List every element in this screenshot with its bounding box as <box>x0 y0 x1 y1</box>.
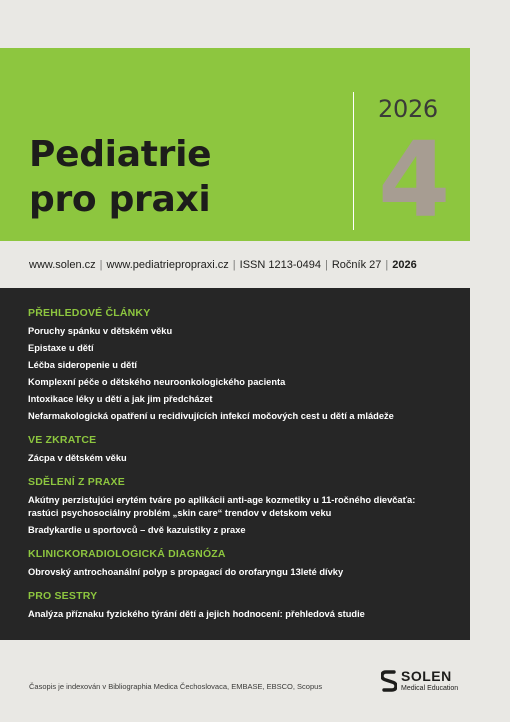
logo-subtitle: Medical Education <box>401 685 459 692</box>
separator: | <box>232 259 236 271</box>
section-case-reports <box>28 475 468 536</box>
article-title: Komplexní péče o dětského neuroonkologického pacienta <box>28 377 286 387</box>
issn: ISSN 1213-0494 <box>239 259 321 271</box>
journal-title-line2: pro praxi <box>29 179 211 220</box>
article-title: Zácpa v dětském věku <box>28 453 127 463</box>
volume: Ročník 27 <box>331 259 382 271</box>
article-title: Bradykardie u sportovců – dvě kazuistiky z praxe <box>28 525 246 535</box>
logo-name: SOLEN <box>401 668 452 684</box>
section-heading: PRO SESTRY <box>28 590 98 602</box>
solen-logo-icon <box>381 670 397 692</box>
table-of-contents <box>28 306 468 631</box>
section-heading: KLINICKORADIOLOGICKÁ DIAGNÓZA <box>28 548 226 560</box>
info-line <box>29 259 417 271</box>
section-for-nurses <box>28 589 468 620</box>
article-title: Poruchy spánku v dětském věku <box>28 326 173 336</box>
article-title: Léčba sideropenie u dětí <box>28 360 138 370</box>
section-heading: PŘEHLEDOVÉ ČLÁNKY <box>28 307 151 319</box>
issue-number: 4 <box>378 119 451 241</box>
divider-line <box>353 92 354 230</box>
separator: | <box>324 259 328 271</box>
article-title: Akútny perzistujúci erytém tváre po aplikácii anti-age kozmetiky u 11-ročného dievčaťa: <box>28 495 416 505</box>
section-review-articles <box>28 306 468 422</box>
separator: | <box>385 259 389 271</box>
separator: | <box>99 259 103 271</box>
cover-year: 2026 <box>378 95 438 123</box>
indexing-note: Časopis je indexován v Bibliographia Medica Čechoslovaca, EMBASE, EBSCO, Scopus <box>29 682 323 691</box>
website-journal: www.pediatriepropraxi.cz <box>106 259 229 271</box>
article-title: Obrovský antrochoanální polyp s propagací do orofaryngu 13leté dívky <box>28 567 344 577</box>
article-title: Intoxikace léky u dětí a jak jim předcházet <box>28 394 213 404</box>
article-title: Epistaxe u dětí <box>28 343 94 353</box>
journal-title <box>29 132 211 222</box>
section-heading: VE ZKRATCE <box>28 434 97 446</box>
website-solen: www.solen.cz <box>29 259 96 271</box>
section-in-brief <box>28 433 468 464</box>
article-title: Analýza příznaku fyzického týrání dětí a jejich hodnocení: přehledová studie <box>28 609 365 619</box>
article-title: Nefarmakologická opatření u recidivujících infekcí močových cest u dětí a mládeže <box>28 411 394 421</box>
journal-title-line1: Pediatrie <box>29 134 212 175</box>
section-heading: SDĚLENÍ Z PRAXE <box>28 476 125 488</box>
section-clinical-radiology <box>28 547 468 578</box>
info-year: 2026 <box>392 259 417 271</box>
solen-logo <box>381 668 481 694</box>
article-title-continued: rastúci psychosociálny problém „skin care“ trendov v detskom veku <box>28 508 332 518</box>
